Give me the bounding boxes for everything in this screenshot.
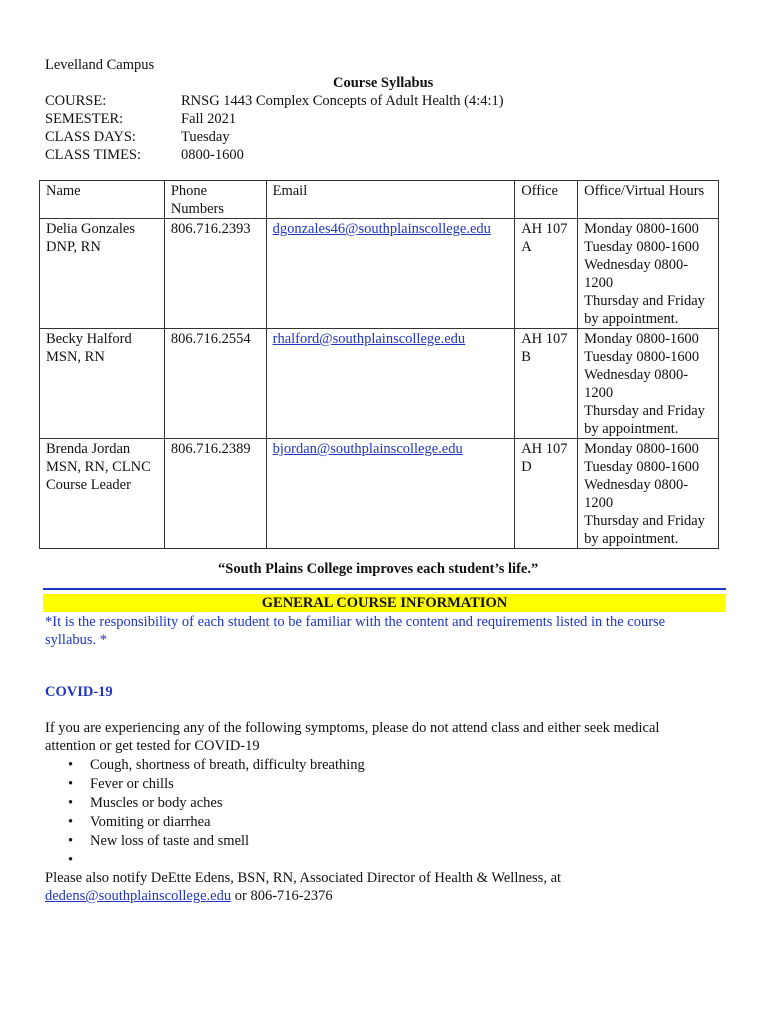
- list-item: • Cough, shortness of breath, difficulty breathing: [90, 756, 365, 775]
- header-name: [40, 181, 165, 219]
- list-item: • Vomiting or diarrhea: [90, 813, 365, 832]
- table-row: [40, 329, 719, 439]
- credentials-line: DNP, RN: [46, 239, 101, 255]
- hours-line: Monday 0800-1600: [584, 331, 699, 347]
- hours-line: 1200: [584, 495, 614, 511]
- cell-email: [266, 439, 515, 549]
- cell-hours: [578, 219, 719, 329]
- campus-name: Levelland Campus: [45, 57, 155, 73]
- phone-text: 806.716.2393: [170, 221, 251, 237]
- header-name-text: Name: [46, 183, 81, 199]
- cell-hours: [578, 439, 719, 549]
- list-item: • Muscles or body aches: [90, 794, 365, 813]
- hours-line: Wednesday 0800-: [584, 477, 689, 493]
- credentials-line: MSN, RN, CLNC: [46, 459, 151, 475]
- header-office-text: Office: [521, 183, 558, 199]
- email-link[interactable]: rhalford@southplainscollege.edu: [272, 331, 466, 347]
- phone-text: 806.716.2554: [170, 331, 251, 347]
- name-line: Delia Gonzales: [46, 221, 135, 237]
- office-line: AH 107: [521, 221, 568, 237]
- credentials-line: MSN, RN: [46, 349, 105, 365]
- hours-line: Thursday and Friday: [584, 513, 705, 529]
- notify-line2: [45, 887, 333, 905]
- hours-line: Thursday and Friday: [584, 403, 705, 419]
- name-line: Becky Halford: [46, 331, 132, 347]
- phone-text: 806.716.2389: [170, 441, 251, 457]
- hours-line: Wednesday 0800-: [584, 257, 689, 273]
- name-line: Brenda Jordan: [46, 441, 131, 457]
- hours-line: Monday 0800-1600: [584, 441, 699, 457]
- header-phone: [164, 181, 266, 219]
- semester-label: SEMESTER:: [45, 111, 124, 127]
- header-email: [266, 181, 515, 219]
- hours-line: Thursday and Friday: [584, 293, 705, 309]
- covid-intro-line1: If you are experiencing any of the following symptoms, please do not attend class and either seek medical: [45, 720, 660, 736]
- course-label: COURSE:: [45, 93, 107, 109]
- health-email-link[interactable]: dedens@southplainscollege.edu: [45, 888, 232, 904]
- covid-heading: COVID-19: [45, 684, 113, 700]
- responsibility-note-line2: syllabus. *: [45, 632, 108, 648]
- class-times-label: CLASS TIMES:: [45, 147, 142, 163]
- office-line: AH 107: [521, 331, 568, 347]
- semester-value: Fall 2021: [181, 111, 237, 127]
- list-item: • Fever or chills: [90, 775, 365, 794]
- cell-email: [266, 329, 515, 439]
- office-suffix: D: [521, 459, 532, 475]
- covid-intro-line2: attention or get tested for COVID-19: [45, 738, 260, 754]
- header-office: [515, 181, 578, 219]
- office-suffix: A: [521, 239, 532, 255]
- class-days-value: Tuesday: [181, 129, 230, 145]
- cell-phone: [164, 439, 266, 549]
- course-value: RNSG 1443 Complex Concepts of Adult Health (4:4:1): [181, 93, 504, 109]
- cell-name: [40, 439, 165, 549]
- header-hours-text: Office/Virtual Hours: [584, 183, 705, 199]
- office-line: AH 107: [521, 441, 568, 457]
- cell-office: [515, 329, 578, 439]
- hours-line: 1200: [584, 275, 614, 291]
- faculty-table: [39, 180, 719, 549]
- list-item: • New loss of taste and smell: [90, 832, 365, 851]
- cell-hours: [578, 329, 719, 439]
- email-link[interactable]: bjordan@southplainscollege.edu: [272, 441, 463, 457]
- table-header-row: [40, 181, 719, 219]
- header-hours: [578, 181, 719, 219]
- hours-line: by appointment.: [584, 311, 679, 327]
- general-info-heading: GENERAL COURSE INFORMATION: [43, 594, 726, 612]
- cell-email: [266, 219, 515, 329]
- hours-line: by appointment.: [584, 531, 679, 547]
- section-divider: [43, 588, 726, 590]
- role-line: Course Leader: [46, 477, 131, 493]
- symptom-list: [45, 756, 365, 870]
- hours-line: Wednesday 0800-: [584, 367, 689, 383]
- cell-phone: [164, 219, 266, 329]
- hours-line: Monday 0800-1600: [584, 221, 699, 237]
- notify-phone: or 806-716-2376: [231, 888, 333, 904]
- header-email-text: Email: [272, 183, 308, 199]
- cell-phone: [164, 329, 266, 439]
- class-days-label: CLASS DAYS:: [45, 129, 136, 145]
- email-link[interactable]: dgonzales46@southplainscollege.edu: [272, 221, 491, 237]
- cell-office: [515, 439, 578, 549]
- hours-line: 1200: [584, 385, 614, 401]
- header-phone-line2: Numbers: [170, 201, 224, 217]
- cell-office: [515, 219, 578, 329]
- class-times-value: 0800-1600: [181, 147, 244, 163]
- hours-line: Tuesday 0800-1600: [584, 349, 700, 365]
- header-phone-line1: Phone: [170, 183, 208, 199]
- cell-name: [40, 329, 165, 439]
- hours-line: by appointment.: [584, 421, 679, 437]
- cell-name: [40, 219, 165, 329]
- office-suffix: B: [521, 349, 531, 365]
- college-motto: “South Plains College improves each student’s life.”: [218, 561, 539, 577]
- empty-list-item: [90, 851, 365, 870]
- notify-line1: Please also notify DeEtte Edens, BSN, RN, Associated Director of Health & Wellness, at: [45, 870, 562, 886]
- hours-line: Tuesday 0800-1600: [584, 239, 700, 255]
- responsibility-note-line1: *It is the responsibility of each student to be familiar with the content and requirements listed in the course: [45, 614, 666, 630]
- hours-line: Tuesday 0800-1600: [584, 459, 700, 475]
- table-row: [40, 219, 719, 329]
- table-row: [40, 439, 719, 549]
- page-title: Course Syllabus: [333, 75, 434, 91]
